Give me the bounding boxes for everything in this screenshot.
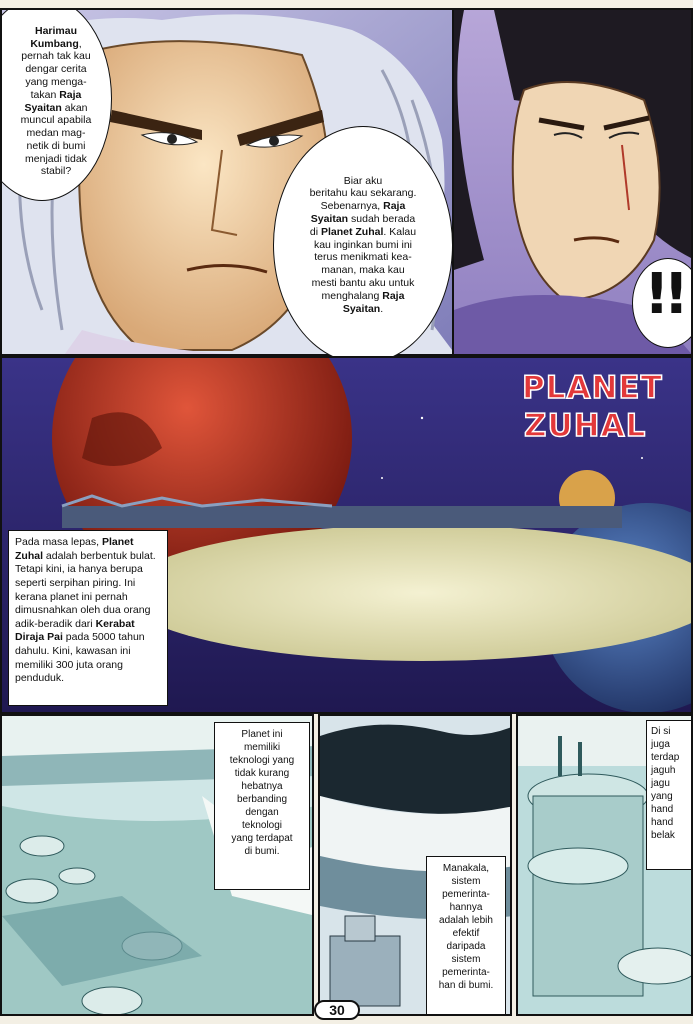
panel-coast-government	[318, 714, 512, 1016]
panel-city-technology	[0, 714, 314, 1016]
panel-planet-zuhal	[0, 356, 693, 714]
exclamation-marks: !!	[644, 262, 684, 327]
caption-government: Manakala, sistem pemerinta- hannya adalah lebih efektif daripada sistem pemerinta- han di bumi.	[426, 856, 506, 1016]
speech-bubble-explanation: Biar aku beritahu kau sekarang. Sebenarnya, Raja Syaitan sudah berada di Planet Zuhal. Kalau kau inginkan bumi ini terus menikmati kea- manan, maka kau mesti bantu aku untuk menghalang Raja Syaitan.	[273, 126, 453, 364]
panel-warrior-dark	[452, 8, 693, 356]
caption-technology: Planet ini memiliki teknologi yang tidak kurang hebatnya berbanding dengan teknologi yang terdapat di bumi.	[214, 722, 310, 890]
panel-towers	[516, 714, 693, 1016]
caption-planet-history: Pada masa lepas, Planet Zuhal adalah berbentuk bulat. Tetapi kini, ia hanya berupa seperti serpihan piring. Ini kerana planet ini pernah dimusnahkan oleh dua orang adik-beradik dari Kerabat Diraja Pai pada 5000 tahun dahulu. Kini, kawasan ini memiliki 300 juta orang penduduk.	[8, 530, 168, 706]
planet-title-line1: PLANET	[522, 370, 663, 406]
page-number: 30	[314, 1000, 360, 1020]
speech-bubble-question: Harimau Kumbang, pernah tak kau dengar cerita yang menga- takan Raja Syaitan akan muncul apabila medan mag- netik di bumi menjadi tidak stabil?	[0, 8, 112, 201]
planet-title-line2: ZUHAL	[524, 408, 647, 444]
caption-champions: Di si juga terdap jaguh jagu yang hand hand belak	[646, 720, 693, 870]
